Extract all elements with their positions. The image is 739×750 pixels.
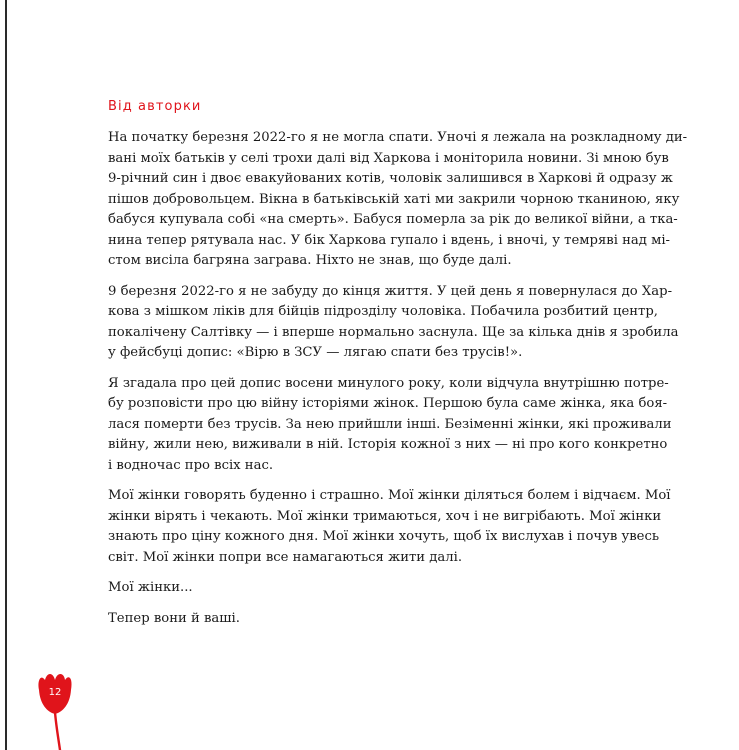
paragraph-3 <box>108 374 672 477</box>
text-line: вані моїх батьків у селі трохи далі від Харкова і моніторила новини. Зі мною був <box>108 150 669 166</box>
text-line: Мої жінки говорять буденно і страшно. Мої жінки діляться болем і відчаєм. Мої <box>108 488 671 503</box>
text-line: Тепер вони й ваші. <box>108 610 240 626</box>
text-line: кова з мішком ліків для бійців підрозділу чоловіка. Побачила розбитий центр, <box>108 304 658 319</box>
text-line: бу розповісти про цю війну історіями жінок. Першою була саме жінка, яка боя- <box>108 396 668 411</box>
text-line: знають про ціну кожного дня. Мої жінки хочуть, щоб їх вислухав і почув увесь <box>108 529 660 544</box>
text-line: світ. Мої жінки попри все намагаються жити далі. <box>108 549 463 565</box>
text-line: жінки вірять і чекають. Мої жінки тримаються, хоч і не вигрібають. Мої жінки <box>108 508 662 524</box>
text-line: війну, жили нею, виживали в ній. Історія кожної з них — ні про кого конкретно <box>108 437 668 452</box>
text-line: лася померти без трусів. За нею прийшли інші. Безіменні жінки, які проживали <box>108 416 672 432</box>
page-edge-rule <box>5 0 7 750</box>
page-number: 12 <box>48 687 62 698</box>
paragraph-6 <box>108 609 658 630</box>
text-line: покалічену Салтівку — і вперше нормально заснула. Ще за кілька днів я зробила <box>108 324 679 340</box>
text-line: у фейсбуці допис: «Вірю в ЗСУ — лягаю спати без трусів!». <box>108 345 523 360</box>
text-line: 9 березня 2022-го я не забуду до кінця життя. У цей день я повернулася до Хар- <box>108 283 673 299</box>
text-line: і водночас про всіх нас. <box>108 457 274 473</box>
text-line: Я згадала про цей допис восени минулого року, коли відчула внутрішню потре- <box>108 375 669 391</box>
text-line: 9-річний син і двоє евакуйованих котів, чоловік залишився в Харкові й одразу ж <box>108 171 673 186</box>
text-line: На початку березня 2022-го я не могла спати. Уночі я лежала на розкладному ди- <box>108 130 688 145</box>
text-line: пішов добровольцем. Вікна в батьківській хаті ми закрили чорною тканиною, яку <box>108 191 680 207</box>
text-line: стом висіла багряна заграва. Ніхто не знав, що буде далі. <box>108 253 512 268</box>
section-title: Від авторки <box>108 99 202 114</box>
paragraph-1 <box>108 128 688 272</box>
text-line: Мої жінки... <box>108 580 193 595</box>
text-line: бабуся купувала собі «на смерть». Бабуся померла за рік до великої війни, а тка- <box>108 212 678 227</box>
tulip-icon <box>33 670 81 750</box>
text-line: нина тепер рятувала нас. У бік Харкова гупало і вдень, і вночі, у темряві над мі- <box>108 232 670 248</box>
body-text <box>108 128 688 639</box>
paragraph-5 <box>108 578 658 599</box>
paragraph-2 <box>108 282 679 364</box>
paragraph-4 <box>108 486 671 568</box>
